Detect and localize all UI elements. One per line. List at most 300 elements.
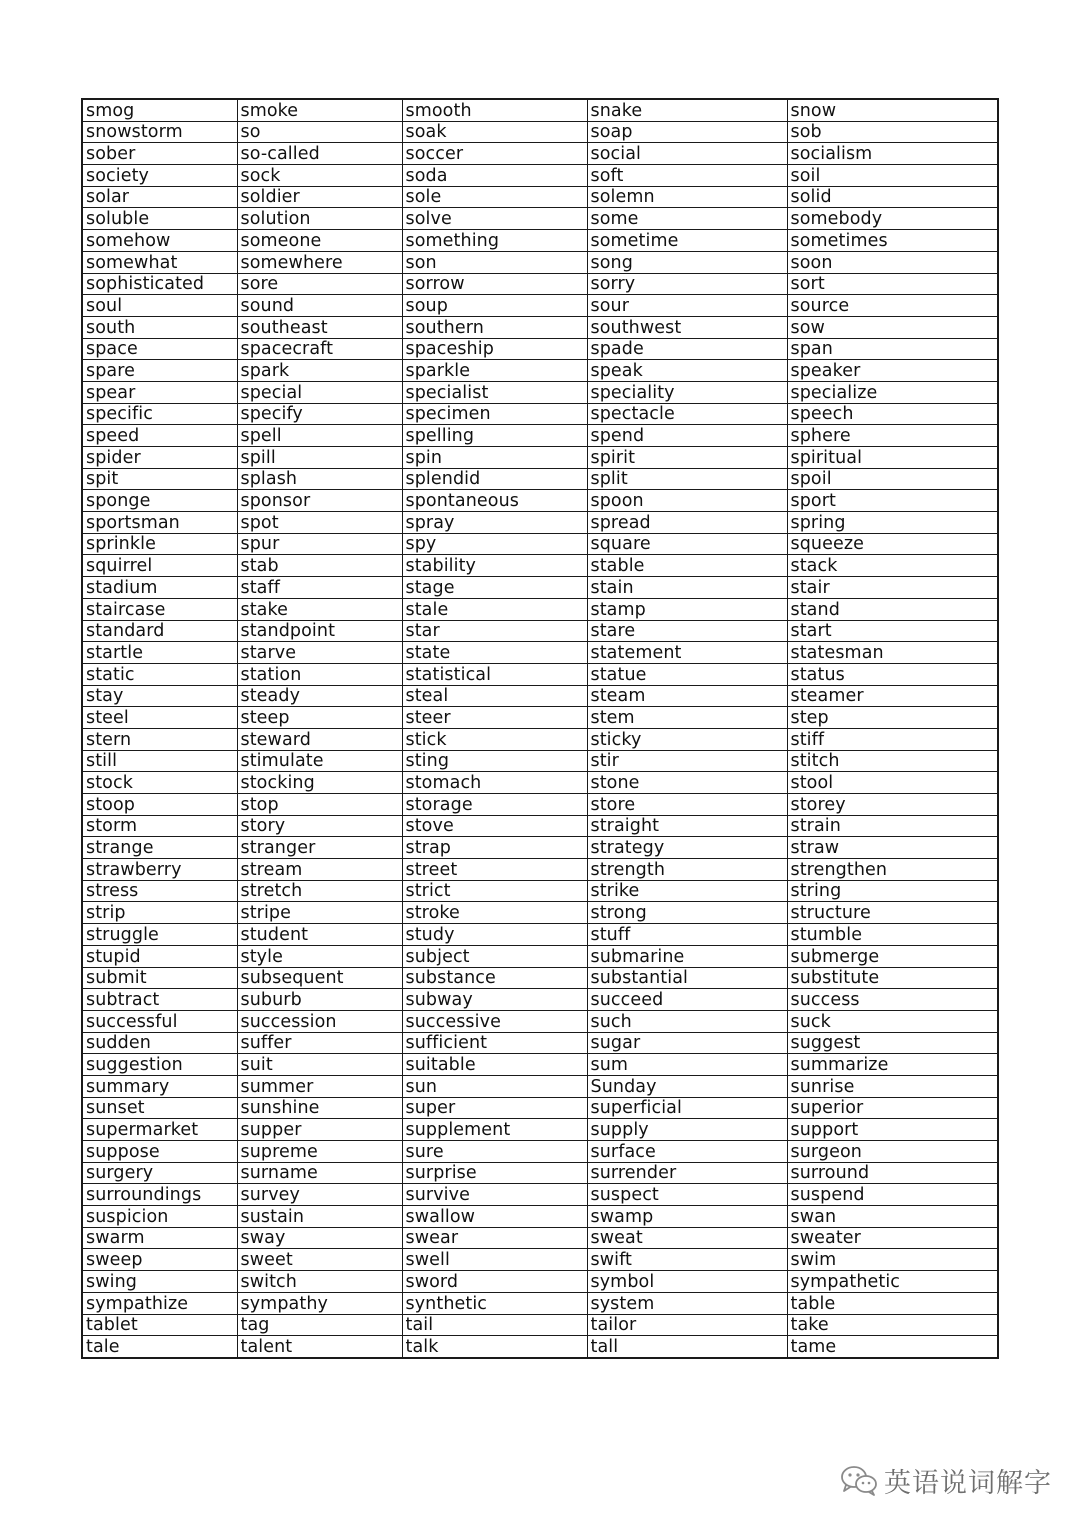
word-cell: soccer — [402, 143, 587, 165]
word-cell: sphere — [787, 425, 998, 447]
word-cell: stool — [787, 772, 998, 794]
word-cell: struggle — [82, 924, 237, 946]
word-cell: spy — [402, 533, 587, 555]
word-cell: social — [587, 143, 787, 165]
word-cell: statesman — [787, 642, 998, 664]
word-cell: statement — [587, 642, 787, 664]
word-cell: soldier — [237, 186, 402, 208]
word-cell: stay — [82, 685, 237, 707]
word-cell: sticky — [587, 728, 787, 750]
word-cell: supreme — [237, 1141, 402, 1163]
word-cell: system — [587, 1292, 787, 1314]
word-cell: southeast — [237, 316, 402, 338]
word-cell: start — [787, 620, 998, 642]
word-cell: stake — [237, 598, 402, 620]
word-cell: sun — [402, 1075, 587, 1097]
word-cell: swim — [787, 1249, 998, 1271]
table-row — [82, 902, 998, 924]
word-cell: southern — [402, 316, 587, 338]
word-cell: splash — [237, 468, 402, 490]
vocabulary-table — [81, 98, 999, 1359]
table-row — [82, 381, 998, 403]
word-cell: sponsor — [237, 490, 402, 512]
word-cell: substantial — [587, 967, 787, 989]
word-cell: survive — [402, 1184, 587, 1206]
vocabulary-table-body — [82, 99, 998, 1358]
word-cell: sorry — [587, 273, 787, 295]
word-cell: source — [787, 295, 998, 317]
word-cell: strawberry — [82, 859, 237, 881]
word-cell: straight — [587, 815, 787, 837]
word-cell: super — [402, 1097, 587, 1119]
word-cell: spider — [82, 447, 237, 469]
word-cell: sometime — [587, 230, 787, 252]
word-cell: string — [787, 880, 998, 902]
word-cell: stack — [787, 555, 998, 577]
word-cell: take — [787, 1314, 998, 1336]
word-cell: suck — [787, 1010, 998, 1032]
word-cell: stitch — [787, 750, 998, 772]
table-row — [82, 295, 998, 317]
word-cell: sympathize — [82, 1292, 237, 1314]
word-cell: such — [587, 1010, 787, 1032]
word-cell: stamp — [587, 598, 787, 620]
word-cell: squirrel — [82, 555, 237, 577]
word-cell: spear — [82, 381, 237, 403]
word-cell: surname — [237, 1162, 402, 1184]
table-row — [82, 121, 998, 143]
word-cell: sole — [402, 186, 587, 208]
word-cell: sunset — [82, 1097, 237, 1119]
word-cell: starve — [237, 642, 402, 664]
word-cell: stability — [402, 555, 587, 577]
word-cell: succession — [237, 1010, 402, 1032]
table-row — [82, 1292, 998, 1314]
word-cell: some — [587, 208, 787, 230]
word-cell: speed — [82, 425, 237, 447]
word-cell: stir — [587, 750, 787, 772]
word-cell: superficial — [587, 1097, 787, 1119]
wechat-icon — [840, 1464, 878, 1496]
word-cell: swallow — [402, 1206, 587, 1228]
word-cell: soup — [402, 295, 587, 317]
word-cell: sure — [402, 1141, 587, 1163]
word-cell: suggestion — [82, 1054, 237, 1076]
word-cell: stock — [82, 772, 237, 794]
word-cell: suspicion — [82, 1206, 237, 1228]
word-cell: sparkle — [402, 360, 587, 382]
word-cell: store — [587, 794, 787, 816]
word-cell: sophisticated — [82, 273, 237, 295]
word-cell: speak — [587, 360, 787, 382]
word-cell: sprinkle — [82, 533, 237, 555]
word-cell: subway — [402, 989, 587, 1011]
word-cell: submarine — [587, 945, 787, 967]
word-cell: sob — [787, 121, 998, 143]
table-row — [82, 750, 998, 772]
word-cell: stomach — [402, 772, 587, 794]
word-cell: spend — [587, 425, 787, 447]
word-cell: storm — [82, 815, 237, 837]
word-cell: still — [82, 750, 237, 772]
table-row — [82, 208, 998, 230]
table-row — [82, 598, 998, 620]
word-cell: state — [402, 642, 587, 664]
word-cell: strange — [82, 837, 237, 859]
word-cell: spark — [237, 360, 402, 382]
word-cell: summary — [82, 1075, 237, 1097]
word-cell: tailor — [587, 1314, 787, 1336]
word-cell: suspect — [587, 1184, 787, 1206]
word-cell: spill — [237, 447, 402, 469]
word-cell: steward — [237, 728, 402, 750]
word-cell: standard — [82, 620, 237, 642]
word-cell: sway — [237, 1227, 402, 1249]
table-row — [82, 1184, 998, 1206]
word-cell: somewhere — [237, 251, 402, 273]
word-cell: solemn — [587, 186, 787, 208]
word-cell: strength — [587, 859, 787, 881]
word-cell: spectacle — [587, 403, 787, 425]
word-cell: sunrise — [787, 1075, 998, 1097]
word-cell: spiritual — [787, 447, 998, 469]
word-cell: stress — [82, 880, 237, 902]
word-cell: smooth — [402, 99, 587, 121]
word-cell: sober — [82, 143, 237, 165]
word-cell: suffer — [237, 1032, 402, 1054]
word-cell: strengthen — [787, 859, 998, 881]
word-cell: surface — [587, 1141, 787, 1163]
word-cell: solid — [787, 186, 998, 208]
word-cell: sponge — [82, 490, 237, 512]
word-cell: strike — [587, 880, 787, 902]
word-cell: spin — [402, 447, 587, 469]
table-row — [82, 230, 998, 252]
word-cell: swift — [587, 1249, 787, 1271]
table-row — [82, 989, 998, 1011]
word-cell: stimulate — [237, 750, 402, 772]
word-cell: solar — [82, 186, 237, 208]
word-cell: south — [82, 316, 237, 338]
word-cell: surround — [787, 1162, 998, 1184]
word-cell: specialist — [402, 381, 587, 403]
word-cell: surprise — [402, 1162, 587, 1184]
word-cell: stern — [82, 728, 237, 750]
table-row — [82, 1271, 998, 1293]
table-row — [82, 620, 998, 642]
word-cell: stain — [587, 577, 787, 599]
word-cell: steep — [237, 707, 402, 729]
word-cell: suspend — [787, 1184, 998, 1206]
table-row — [82, 1054, 998, 1076]
word-cell: sword — [402, 1271, 587, 1293]
word-cell: stage — [402, 577, 587, 599]
word-cell: storage — [402, 794, 587, 816]
word-cell: split — [587, 468, 787, 490]
table-row — [82, 707, 998, 729]
word-cell: snow — [787, 99, 998, 121]
word-cell: stove — [402, 815, 587, 837]
word-cell: swing — [82, 1271, 237, 1293]
word-cell: stripe — [237, 902, 402, 924]
word-cell: soft — [587, 165, 787, 187]
word-cell: snowstorm — [82, 121, 237, 143]
word-cell: steam — [587, 685, 787, 707]
word-cell: stable — [587, 555, 787, 577]
word-cell: suggest — [787, 1032, 998, 1054]
word-cell: sour — [587, 295, 787, 317]
word-cell: speciality — [587, 381, 787, 403]
word-cell: square — [587, 533, 787, 555]
word-cell: spelling — [402, 425, 587, 447]
table-row — [82, 945, 998, 967]
word-cell: stiff — [787, 728, 998, 750]
table-row — [82, 1314, 998, 1336]
table-row — [82, 577, 998, 599]
word-cell: spacecraft — [237, 338, 402, 360]
table-row — [82, 251, 998, 273]
word-cell: song — [587, 251, 787, 273]
word-cell: tame — [787, 1336, 998, 1358]
table-row — [82, 338, 998, 360]
table-row — [82, 663, 998, 685]
word-cell: steady — [237, 685, 402, 707]
word-cell: somebody — [787, 208, 998, 230]
word-cell: squeeze — [787, 533, 998, 555]
word-cell: sore — [237, 273, 402, 295]
table-row — [82, 924, 998, 946]
word-cell: spoon — [587, 490, 787, 512]
word-cell: synthetic — [402, 1292, 587, 1314]
word-cell: something — [402, 230, 587, 252]
table-row — [82, 143, 998, 165]
table-row — [82, 512, 998, 534]
word-cell: stranger — [237, 837, 402, 859]
word-cell: sorrow — [402, 273, 587, 295]
word-cell: snake — [587, 99, 787, 121]
table-row — [82, 490, 998, 512]
word-cell: stale — [402, 598, 587, 620]
word-cell: special — [237, 381, 402, 403]
word-cell: talent — [237, 1336, 402, 1358]
word-cell: table — [787, 1292, 998, 1314]
word-cell: straw — [787, 837, 998, 859]
word-cell: surrender — [587, 1162, 787, 1184]
word-cell: splendid — [402, 468, 587, 490]
word-cell: steer — [402, 707, 587, 729]
table-row — [82, 403, 998, 425]
table-row — [82, 772, 998, 794]
word-cell: street — [402, 859, 587, 881]
word-cell: stone — [587, 772, 787, 794]
word-cell: submit — [82, 967, 237, 989]
word-cell: swan — [787, 1206, 998, 1228]
word-cell: strip — [82, 902, 237, 924]
word-cell: soap — [587, 121, 787, 143]
table-row — [82, 447, 998, 469]
word-cell: spontaneous — [402, 490, 587, 512]
table-row — [82, 1141, 998, 1163]
word-cell: stream — [237, 859, 402, 881]
word-cell: speaker — [787, 360, 998, 382]
word-cell: somewhat — [82, 251, 237, 273]
word-cell: steal — [402, 685, 587, 707]
word-cell: stoop — [82, 794, 237, 816]
word-cell: sting — [402, 750, 587, 772]
word-cell: supplement — [402, 1119, 587, 1141]
word-cell: sort — [787, 273, 998, 295]
word-cell: spade — [587, 338, 787, 360]
word-cell: survey — [237, 1184, 402, 1206]
word-cell: sympathetic — [787, 1271, 998, 1293]
word-cell: successive — [402, 1010, 587, 1032]
word-cell: staff — [237, 577, 402, 599]
word-cell: stand — [787, 598, 998, 620]
word-cell: strain — [787, 815, 998, 837]
word-cell: spray — [402, 512, 587, 534]
word-cell: subtract — [82, 989, 237, 1011]
word-cell: stumble — [787, 924, 998, 946]
word-cell: stare — [587, 620, 787, 642]
word-cell: statistical — [402, 663, 587, 685]
word-cell: soil — [787, 165, 998, 187]
word-cell: someone — [237, 230, 402, 252]
word-cell: switch — [237, 1271, 402, 1293]
word-cell: suppose — [82, 1141, 237, 1163]
word-cell: sunshine — [237, 1097, 402, 1119]
word-cell: spit — [82, 468, 237, 490]
word-cell: space — [82, 338, 237, 360]
word-cell: surgeon — [787, 1141, 998, 1163]
word-cell: specify — [237, 403, 402, 425]
word-cell: stair — [787, 577, 998, 599]
word-cell: supply — [587, 1119, 787, 1141]
word-cell: Sunday — [587, 1075, 787, 1097]
word-cell: sympathy — [237, 1292, 402, 1314]
table-row — [82, 1097, 998, 1119]
word-cell: tail — [402, 1314, 587, 1336]
word-cell: stop — [237, 794, 402, 816]
word-cell: socialism — [787, 143, 998, 165]
word-cell: soak — [402, 121, 587, 143]
word-cell: stem — [587, 707, 787, 729]
word-cell: success — [787, 989, 998, 1011]
word-cell: swear — [402, 1227, 587, 1249]
word-cell: tag — [237, 1314, 402, 1336]
word-cell: suitable — [402, 1054, 587, 1076]
table-row — [82, 273, 998, 295]
table-row — [82, 186, 998, 208]
word-cell: smog — [82, 99, 237, 121]
table-row — [82, 1336, 998, 1358]
word-cell: summer — [237, 1075, 402, 1097]
table-row — [82, 685, 998, 707]
word-cell: substitute — [787, 967, 998, 989]
word-cell: surgery — [82, 1162, 237, 1184]
word-cell: statue — [587, 663, 787, 685]
word-cell: stab — [237, 555, 402, 577]
word-cell: support — [787, 1119, 998, 1141]
word-cell: sugar — [587, 1032, 787, 1054]
word-cell: steamer — [787, 685, 998, 707]
word-cell: storey — [787, 794, 998, 816]
word-cell: sum — [587, 1054, 787, 1076]
word-cell: sportsman — [82, 512, 237, 534]
word-cell: solution — [237, 208, 402, 230]
word-cell: speech — [787, 403, 998, 425]
word-cell: submerge — [787, 945, 998, 967]
word-cell: stretch — [237, 880, 402, 902]
word-cell: spare — [82, 360, 237, 382]
word-cell: structure — [787, 902, 998, 924]
word-cell: soon — [787, 251, 998, 273]
word-cell: supermarket — [82, 1119, 237, 1141]
word-cell: tablet — [82, 1314, 237, 1336]
table-row — [82, 1227, 998, 1249]
word-cell: story — [237, 815, 402, 837]
word-cell: static — [82, 663, 237, 685]
word-cell: suburb — [237, 989, 402, 1011]
word-cell: spoil — [787, 468, 998, 490]
table-row — [82, 316, 998, 338]
word-cell: succeed — [587, 989, 787, 1011]
watermark-text: 英语说词解字 — [884, 1467, 1052, 1499]
table-row — [82, 425, 998, 447]
word-cell: stadium — [82, 577, 237, 599]
word-cell: stick — [402, 728, 587, 750]
word-cell: status — [787, 663, 998, 685]
word-cell: spread — [587, 512, 787, 534]
word-cell: sudden — [82, 1032, 237, 1054]
word-cell: steel — [82, 707, 237, 729]
table-row — [82, 880, 998, 902]
table-row — [82, 837, 998, 859]
word-cell: specialize — [787, 381, 998, 403]
word-cell: swamp — [587, 1206, 787, 1228]
table-row — [82, 1119, 998, 1141]
word-cell: subsequent — [237, 967, 402, 989]
word-cell: stuff — [587, 924, 787, 946]
table-row — [82, 1075, 998, 1097]
word-cell: sweep — [82, 1249, 237, 1271]
word-cell: staircase — [82, 598, 237, 620]
word-cell: southwest — [587, 316, 787, 338]
word-cell: superior — [787, 1097, 998, 1119]
word-cell: smoke — [237, 99, 402, 121]
table-row — [82, 99, 998, 121]
word-cell: strategy — [587, 837, 787, 859]
word-cell: sufficient — [402, 1032, 587, 1054]
word-cell: somehow — [82, 230, 237, 252]
table-row — [82, 859, 998, 881]
word-cell: symbol — [587, 1271, 787, 1293]
word-cell: summarize — [787, 1054, 998, 1076]
table-row — [82, 468, 998, 490]
word-cell: so-called — [237, 143, 402, 165]
word-cell: spaceship — [402, 338, 587, 360]
word-cell: style — [237, 945, 402, 967]
word-cell: sweat — [587, 1227, 787, 1249]
word-cell: solve — [402, 208, 587, 230]
word-cell: strong — [587, 902, 787, 924]
word-cell: spur — [237, 533, 402, 555]
word-cell: station — [237, 663, 402, 685]
word-cell: substance — [402, 967, 587, 989]
word-cell: society — [82, 165, 237, 187]
word-cell: sweater — [787, 1227, 998, 1249]
word-cell: sport — [787, 490, 998, 512]
word-cell: spell — [237, 425, 402, 447]
